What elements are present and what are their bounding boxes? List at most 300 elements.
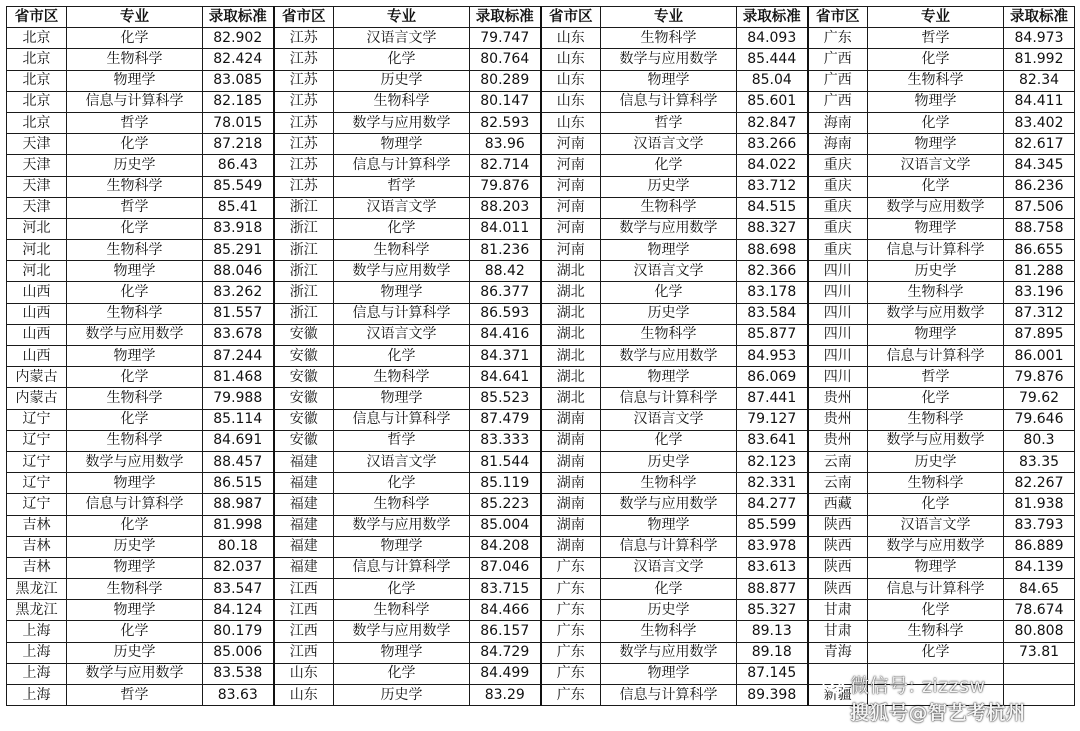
cell-major: 化学 [67,515,203,536]
cell-major: 数学与应用数学 [334,621,470,642]
cell-score: 84.641 [470,367,541,388]
cell-province: 北京 [7,112,67,133]
table-row [7,430,1075,451]
cell-province: 吉林 [7,557,67,578]
cell-major: 化学 [67,218,203,239]
cell-province: 云南 [808,473,868,494]
cell-major: 数学与应用数学 [67,663,203,684]
cell-major: 生物科学 [67,240,203,261]
header-major: 专业 [334,7,470,28]
cell-score: 83.613 [737,557,808,578]
table-header-row [7,7,1075,28]
cell-province: 山东 [274,663,334,684]
cell-score: 83.978 [737,536,808,557]
cell-score: 85.599 [737,515,808,536]
cell-major: 数学与应用数学 [868,536,1004,557]
cell-major: 物理学 [67,600,203,621]
cell-major: 信息与计算科学 [868,240,1004,261]
cell-score: 82.34 [1004,70,1075,91]
cell-major: 化学 [868,600,1004,621]
cell-score: 88.457 [203,451,274,472]
table-row [7,642,1075,663]
cell-major: 汉语言文学 [868,155,1004,176]
cell-score: 80.3 [1004,430,1075,451]
cell-major: 历史学 [868,451,1004,472]
cell-province: 内蒙古 [7,367,67,388]
table-row [7,600,1075,621]
cell-major: 物理学 [67,473,203,494]
cell-province: 黑龙江 [7,579,67,600]
table-row [7,557,1075,578]
cell-score: 89.18 [737,642,808,663]
cell-province: 安徽 [274,409,334,430]
cell-major: 信息与计算科学 [334,409,470,430]
cell-score: 86.377 [470,282,541,303]
table-body [7,28,1075,706]
header-major: 专业 [868,7,1004,28]
cell-province: 浙江 [274,303,334,324]
cell-major: 数学与应用数学 [601,346,737,367]
cell-score: 83.333 [470,430,541,451]
cell-province: 吉林 [7,536,67,557]
table-row [7,536,1075,557]
cell-province: 湖南 [541,473,601,494]
cell-province: 河南 [541,197,601,218]
cell-score: 86.236 [1004,176,1075,197]
cell-major: 物理学 [67,261,203,282]
cell-major: 信息与计算科学 [67,91,203,112]
table-row [7,49,1075,70]
cell-province: 江苏 [274,112,334,133]
cell-score: 87.506 [1004,197,1075,218]
cell-province: 辽宁 [7,451,67,472]
cell-province: 陕西 [808,579,868,600]
cell-score: 84.124 [203,600,274,621]
cell-score: 86.069 [737,367,808,388]
cell-major: 汉语言文学 [601,261,737,282]
watermark-sohu-account: 搜狐号@智艺考杭州 [850,702,1026,724]
cell-score: 83.641 [737,430,808,451]
cell-province: 河北 [7,240,67,261]
cell-province: 河南 [541,134,601,155]
cell-score: 85.119 [470,473,541,494]
cell-score: 82.617 [1004,134,1075,155]
cell-province: 江苏 [274,134,334,155]
cell-province: 陕西 [808,515,868,536]
cell-province: 湖北 [541,282,601,303]
cell-province: 湖北 [541,388,601,409]
cell-score: 88.046 [203,261,274,282]
admission-table-container [6,6,1075,706]
cell-major: 物理学 [334,282,470,303]
cell-province: 福建 [274,451,334,472]
header-major: 专业 [601,7,737,28]
cell-major [868,685,1004,706]
table-row [7,134,1075,155]
cell-province: 吉林 [7,515,67,536]
cell-major: 哲学 [868,28,1004,49]
cell-score: 83.712 [737,176,808,197]
cell-province: 广东 [541,663,601,684]
cell-major: 生物科学 [601,28,737,49]
cell-province: 浙江 [274,240,334,261]
cell-major [868,663,1004,684]
cell-province: 四川 [808,324,868,345]
cell-major: 生物科学 [601,197,737,218]
cell-province: 湖南 [541,430,601,451]
cell-major: 生物科学 [334,494,470,515]
cell-score: 83.793 [1004,515,1075,536]
cell-major: 哲学 [334,430,470,451]
cell-province: 青海 [808,642,868,663]
cell-score: 88.42 [470,261,541,282]
cell-major: 历史学 [67,642,203,663]
cell-major: 汉语言文学 [601,409,737,430]
cell-province: 四川 [808,367,868,388]
cell-major: 历史学 [334,685,470,706]
cell-score: 84.345 [1004,155,1075,176]
cell-province: 浙江 [274,218,334,239]
cell-major: 哲学 [67,685,203,706]
cell-score: 82.847 [737,112,808,133]
cell-score: 84.65 [1004,579,1075,600]
cell-major: 生物科学 [334,367,470,388]
cell-score: 84.499 [470,663,541,684]
cell-province: 湖南 [541,451,601,472]
cell-major: 信息与计算科学 [868,346,1004,367]
cell-score: 86.43 [203,155,274,176]
cell-score: 87.895 [1004,324,1075,345]
cell-major: 生物科学 [868,409,1004,430]
cell-province: 四川 [808,303,868,324]
cell-score: 82.037 [203,557,274,578]
cell-province: 辽宁 [7,494,67,515]
cell-major: 历史学 [601,303,737,324]
cell-score: 73.81 [1004,642,1075,663]
cell-major: 化学 [334,218,470,239]
cell-province: 河南 [541,240,601,261]
cell-major: 生物科学 [601,473,737,494]
cell-major: 生物科学 [601,621,737,642]
cell-province: 河北 [7,261,67,282]
cell-score: 83.918 [203,218,274,239]
cell-major: 生物科学 [334,240,470,261]
cell-score: 81.992 [1004,49,1075,70]
table-row [7,685,1075,706]
cell-score: 86.889 [1004,536,1075,557]
cell-province: 福建 [274,536,334,557]
cell-province: 江苏 [274,176,334,197]
cell-score: 86.515 [203,473,274,494]
cell-province: 安徽 [274,367,334,388]
cell-major: 数学与应用数学 [868,430,1004,451]
cell-province: 辽宁 [7,430,67,451]
cell-province: 重庆 [808,155,868,176]
cell-major: 哲学 [67,197,203,218]
cell-province: 湖南 [541,409,601,430]
cell-major: 物理学 [67,346,203,367]
cell-score: 79.747 [470,28,541,49]
cell-province: 河南 [541,176,601,197]
cell-score: 82.331 [737,473,808,494]
cell-major: 信息与计算科学 [334,155,470,176]
cell-province: 天津 [7,197,67,218]
cell-province: 辽宁 [7,473,67,494]
cell-major: 生物科学 [67,579,203,600]
cell-province: 江苏 [274,49,334,70]
cell-score: 84.411 [1004,91,1075,112]
cell-score: 87.046 [470,557,541,578]
table-row [7,494,1075,515]
table-row [7,579,1075,600]
cell-province: 贵州 [808,388,868,409]
cell-score: 84.371 [470,346,541,367]
cell-score: 87.312 [1004,303,1075,324]
cell-score: 83.266 [737,134,808,155]
cell-province: 广东 [541,642,601,663]
cell-major: 数学与应用数学 [868,197,1004,218]
cell-province: 贵州 [808,430,868,451]
cell-major: 数学与应用数学 [868,303,1004,324]
cell-province: 湖北 [541,346,601,367]
cell-major: 历史学 [868,261,1004,282]
cell-score: 81.938 [1004,494,1075,515]
cell-major: 生物科学 [868,621,1004,642]
cell-province: 河南 [541,155,601,176]
table-row [7,346,1075,367]
cell-major: 数学与应用数学 [601,49,737,70]
cell-major: 物理学 [334,536,470,557]
cell-major: 信息与计算科学 [601,388,737,409]
cell-province: 湖南 [541,515,601,536]
cell-province: 广西 [808,49,868,70]
cell-province: 江西 [274,621,334,642]
cell-major: 化学 [334,49,470,70]
cell-major: 生物科学 [67,388,203,409]
cell-major: 数学与应用数学 [334,515,470,536]
cell-major: 哲学 [601,112,737,133]
cell-province: 广东 [808,28,868,49]
cell-score [1004,663,1075,684]
cell-major: 生物科学 [67,430,203,451]
cell-province: 江西 [274,579,334,600]
cell-score: 89.398 [737,685,808,706]
cell-province: 海南 [808,134,868,155]
cell-score: 82.185 [203,91,274,112]
cell-score: 84.729 [470,642,541,663]
cell-province: 山东 [541,28,601,49]
cell-score: 81.557 [203,303,274,324]
cell-score: 80.147 [470,91,541,112]
cell-score: 86.655 [1004,240,1075,261]
cell-score: 87.479 [470,409,541,430]
cell-score: 85.444 [737,49,808,70]
cell-major: 物理学 [601,515,737,536]
cell-major: 物理学 [868,218,1004,239]
cell-score: 83.29 [470,685,541,706]
cell-major: 化学 [868,112,1004,133]
cell-major: 物理学 [868,91,1004,112]
cell-score: 85.04 [737,70,808,91]
cell-score: 80.18 [203,536,274,557]
cell-score: 78.674 [1004,600,1075,621]
cell-score: 82.714 [470,155,541,176]
cell-score: 87.145 [737,663,808,684]
cell-score: 82.424 [203,49,274,70]
cell-major: 生物科学 [334,91,470,112]
cell-province: 山西 [7,303,67,324]
table-row [7,155,1075,176]
cell-score: 84.691 [203,430,274,451]
cell-province: 河北 [7,218,67,239]
cell-major: 历史学 [334,70,470,91]
cell-score: 86.593 [470,303,541,324]
cell-province: 湖北 [541,261,601,282]
cell-score: 82.902 [203,28,274,49]
cell-score: 89.13 [737,621,808,642]
cell-score: 84.093 [737,28,808,49]
cell-major: 化学 [868,176,1004,197]
cell-score: 79.876 [1004,367,1075,388]
cell-province: 上海 [7,685,67,706]
cell-province: 福建 [274,515,334,536]
cell-score: 88.877 [737,579,808,600]
cell-province: 广东 [541,685,601,706]
table-row [7,473,1075,494]
table-row [7,28,1075,49]
cell-major: 汉语言文学 [868,515,1004,536]
cell-major: 物理学 [601,240,737,261]
table-row [7,91,1075,112]
cell-major: 化学 [868,388,1004,409]
cell-major: 化学 [334,663,470,684]
cell-province: 湖北 [541,324,601,345]
cell-province: 山东 [541,112,601,133]
cell-major: 汉语言文学 [334,451,470,472]
table-row [7,663,1075,684]
cell-major: 信息与计算科学 [334,557,470,578]
cell-score: 84.953 [737,346,808,367]
cell-province: 天津 [7,176,67,197]
cell-score: 83.547 [203,579,274,600]
cell-province: 浙江 [274,197,334,218]
cell-major: 汉语言文学 [601,557,737,578]
cell-score: 83.196 [1004,282,1075,303]
cell-major: 物理学 [334,388,470,409]
cell-score: 85.223 [470,494,541,515]
admission-score-table [6,6,1075,706]
cell-province: 山西 [7,282,67,303]
cell-province: 湖北 [541,303,601,324]
cell-score: 84.139 [1004,557,1075,578]
cell-major: 历史学 [601,600,737,621]
cell-score: 85.523 [470,388,541,409]
cell-major: 信息与计算科学 [868,579,1004,600]
cell-major: 历史学 [601,176,737,197]
cell-province: 北京 [7,91,67,112]
cell-province: 黑龙江 [7,600,67,621]
cell-major: 汉语言文学 [334,324,470,345]
cell-province: 四川 [808,282,868,303]
cell-major: 数学与应用数学 [67,451,203,472]
cell-province: 湖南 [541,536,601,557]
cell-major: 物理学 [868,557,1004,578]
table-row [7,324,1075,345]
table-row [7,197,1075,218]
cell-province: 甘肃 [808,621,868,642]
cell-major: 汉语言文学 [334,197,470,218]
cell-major: 化学 [868,642,1004,663]
cell-major: 化学 [601,579,737,600]
cell-major: 物理学 [601,70,737,91]
cell-major: 数学与应用数学 [67,324,203,345]
cell-score: 87.218 [203,134,274,155]
cell-major: 生物科学 [67,176,203,197]
cell-major: 化学 [868,49,1004,70]
cell-score: 79.988 [203,388,274,409]
cell-score: 83.584 [737,303,808,324]
cell-score: 82.366 [737,261,808,282]
cell-major: 生物科学 [601,324,737,345]
table-row [7,367,1075,388]
cell-score: 85.877 [737,324,808,345]
cell-score: 84.515 [737,197,808,218]
cell-major: 物理学 [868,324,1004,345]
cell-major: 信息与计算科学 [67,494,203,515]
table-row [7,176,1075,197]
cell-province: 江苏 [274,28,334,49]
cell-score: 81.998 [203,515,274,536]
cell-score: 88.698 [737,240,808,261]
cell-province: 广西 [808,70,868,91]
header-score: 录取标准 [1004,7,1075,28]
cell-major: 汉语言文学 [601,134,737,155]
cell-province: 上海 [7,621,67,642]
table-row [7,261,1075,282]
table-row [7,409,1075,430]
table-row [7,451,1075,472]
table-row [7,112,1075,133]
table-row [7,388,1075,409]
cell-province: 上海 [7,642,67,663]
cell-major: 化学 [67,134,203,155]
cell-major: 化学 [67,282,203,303]
cell-province: 安徽 [274,430,334,451]
cell-score: 83.538 [203,663,274,684]
cell-province: 广西 [808,91,868,112]
cell-score: 81.468 [203,367,274,388]
cell-score: 83.178 [737,282,808,303]
cell-score: 82.267 [1004,473,1075,494]
cell-province: 江西 [274,600,334,621]
cell-score: 88.987 [203,494,274,515]
cell-province: 山东 [541,70,601,91]
cell-score: 78.015 [203,112,274,133]
cell-major: 历史学 [601,451,737,472]
cell-score: 79.876 [470,176,541,197]
cell-score: 83.35 [1004,451,1075,472]
header-province: 省市区 [274,7,334,28]
cell-major: 生物科学 [67,303,203,324]
cell-score: 88.203 [470,197,541,218]
cell-province: 天津 [7,134,67,155]
watermark-wechat-id: 微信号: zizzsw [850,675,986,697]
cell-score: 85.601 [737,91,808,112]
cell-major: 生物科学 [868,282,1004,303]
cell-province: 江西 [274,642,334,663]
cell-major: 历史学 [67,536,203,557]
cell-province: 上海 [7,663,67,684]
